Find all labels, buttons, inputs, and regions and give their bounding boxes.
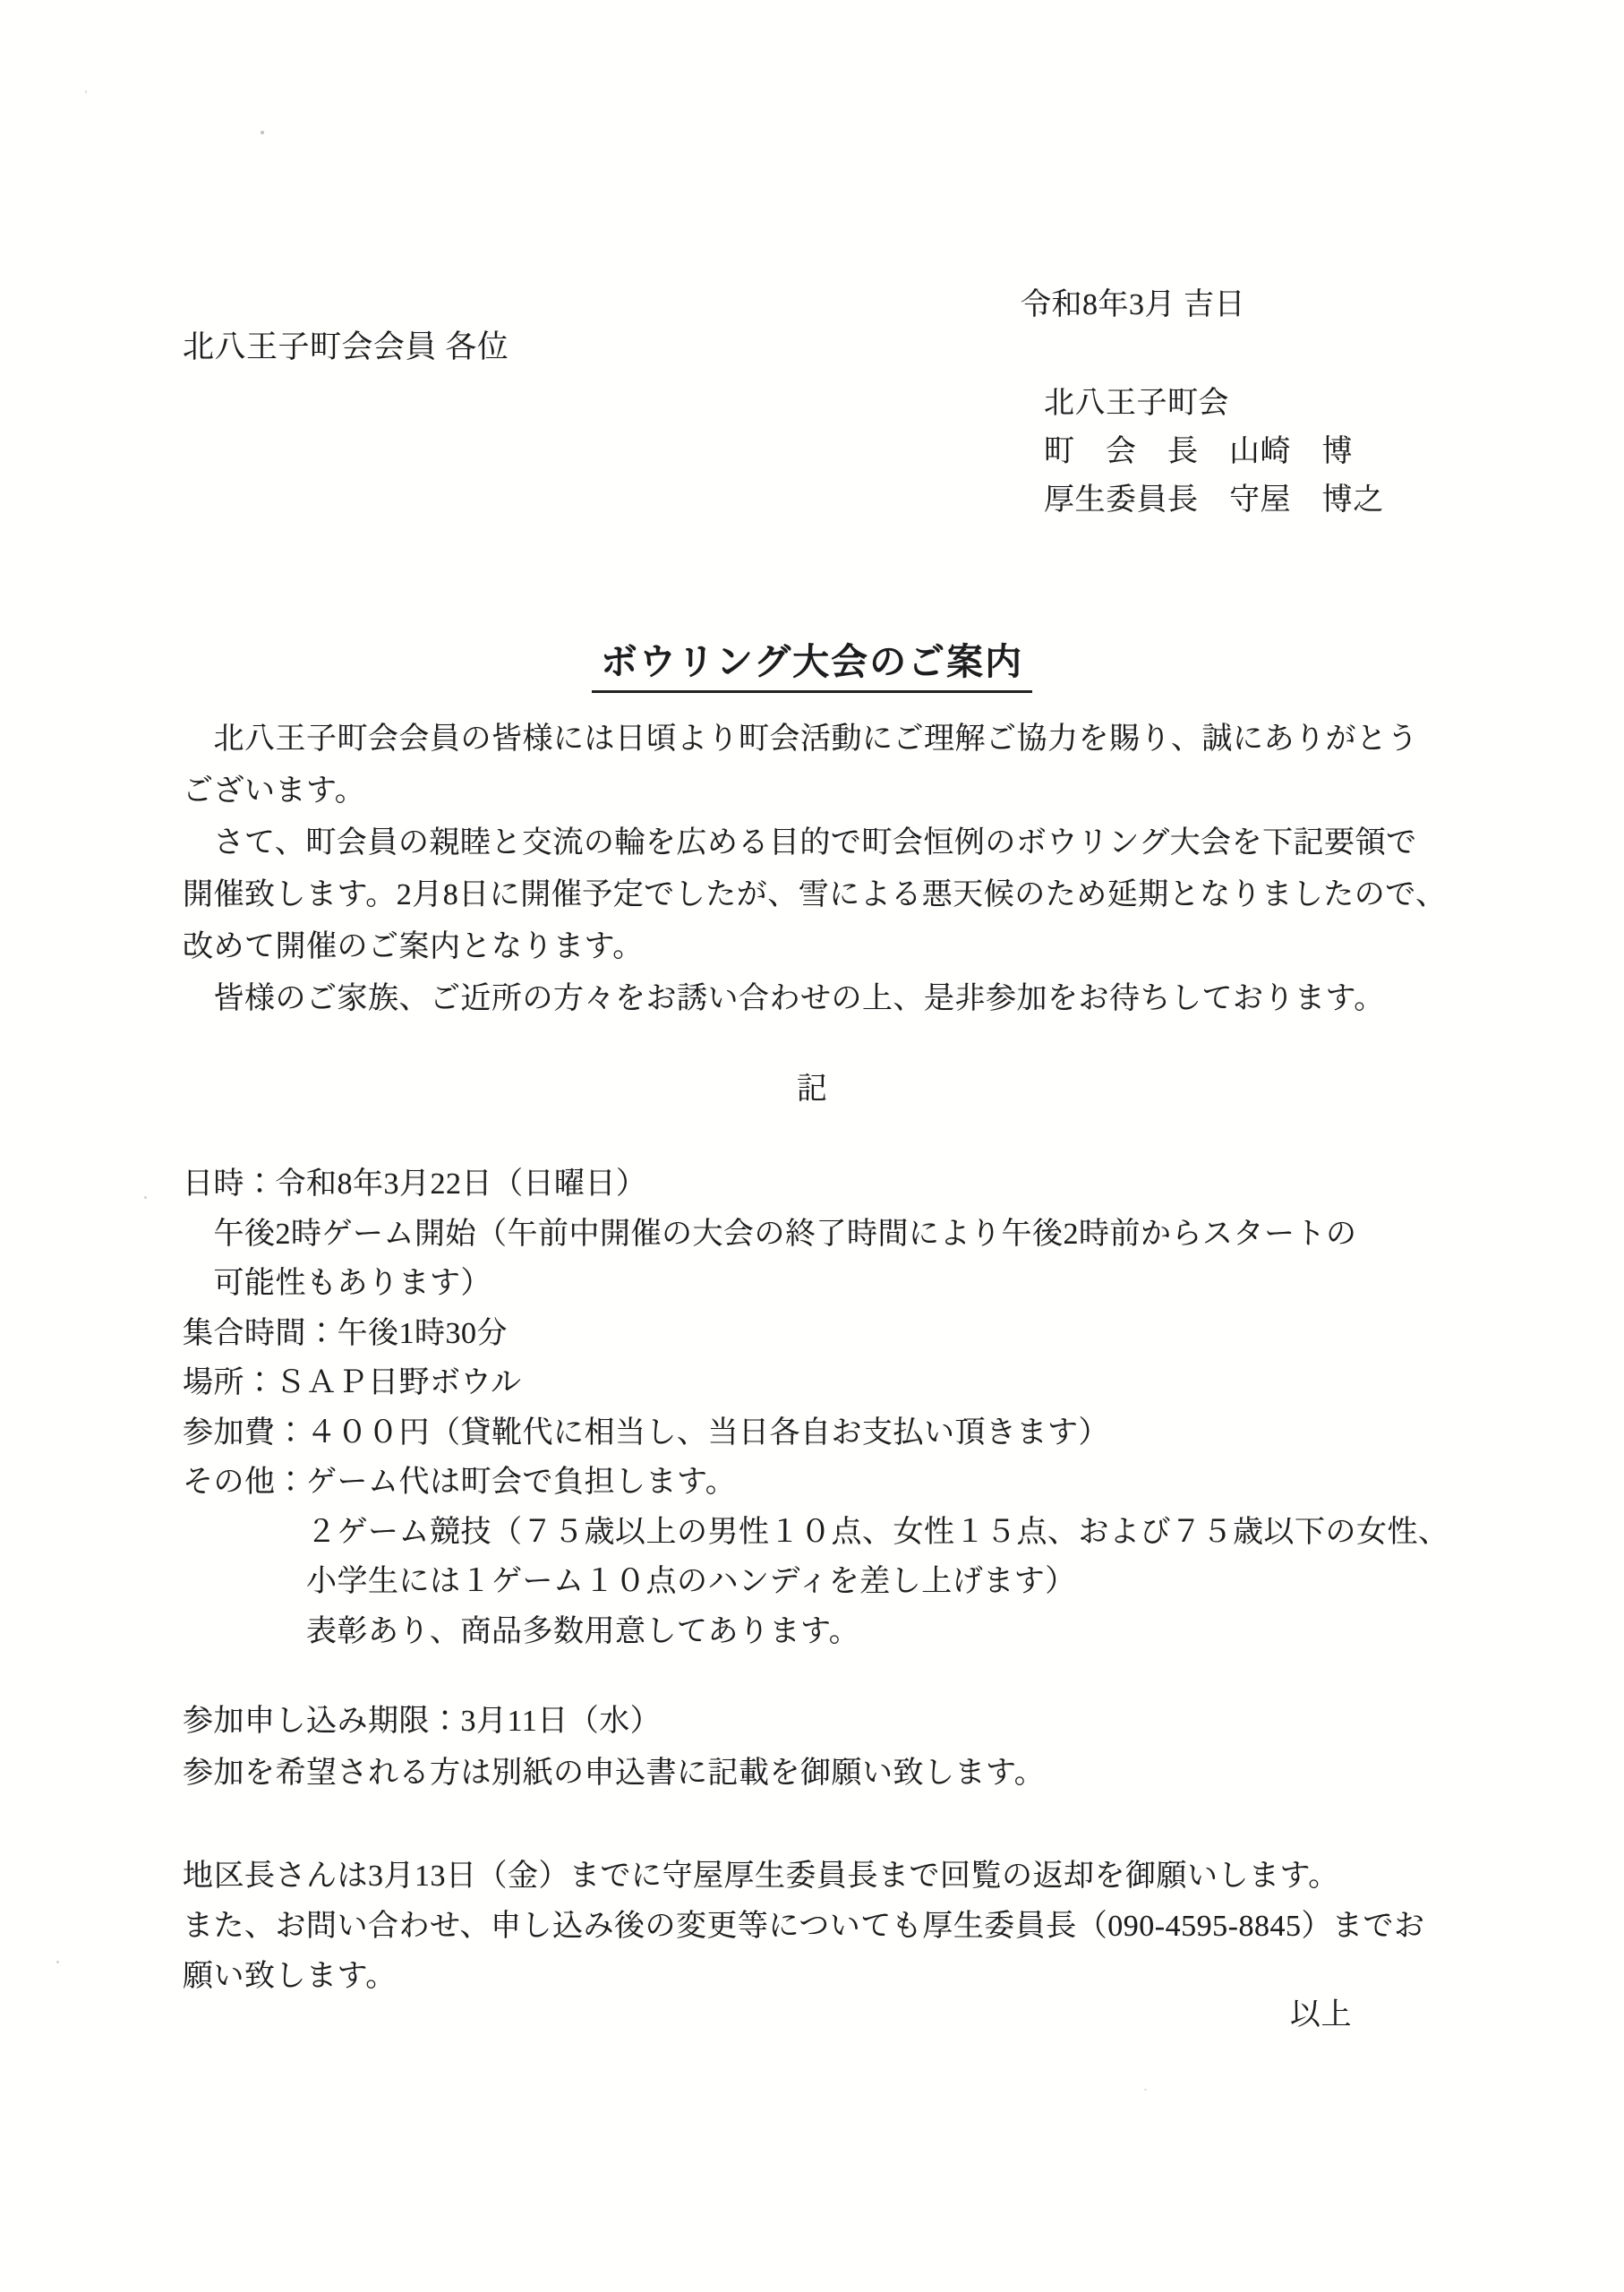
detail-handicap-line-cont: 小学生には１ゲーム１０点のハンディを差し上げます） [183, 1565, 1076, 1598]
detail-other-line: その他：ゲーム代は町会で負担します。 [183, 1466, 737, 1499]
sender-welfare-chief: 厚生委員長 守屋 博之 [1044, 483, 1384, 517]
greeting-line: 皆様のご家族、ご近所の方々をお誘い合わせの上、是非参加をお待ちしております。 [183, 982, 1385, 1015]
application-note-line: 参加を希望される方は別紙の申込書に記載を御願い致します。 [183, 1757, 1046, 1790]
document-title: ボウリング大会のご案内 [592, 632, 1032, 693]
scan-speck [144, 1196, 147, 1199]
detail-start-line: 午後2時ゲーム開始（午前中開催の大会の終了時間により午後2時前からスタートの [183, 1217, 1357, 1251]
closing-line: また、お問い合わせ、申し込み後の変更等についても厚生委員長（090-4595-8845）までお [183, 1910, 1425, 1943]
event-details [183, 1159, 1449, 1656]
scan-speck [56, 1961, 59, 1963]
notice-marker: 記 [797, 1073, 827, 1106]
document-date: 令和8年3月 吉日 [1021, 288, 1245, 321]
sender-organization: 北八王子町会 [1044, 387, 1229, 420]
greeting-line: 開催致します。2月8日に開催予定でしたが、雪による悪天候のため延期となりましたので、 [183, 878, 1447, 911]
sender-block [1044, 380, 1384, 525]
detail-handicap-line: ２ゲーム競技（７５歳以上の男性１０点、女性１５点、および７５歳以下の女性、 [183, 1515, 1449, 1549]
notice-marker-row [0, 1064, 1624, 1108]
greeting-line: さて、町会員の親睦と交流の輪を広める目的で町会恒例のボウリング大会を下記要領で [183, 826, 1417, 860]
greeting-line: ございます。 [183, 774, 366, 808]
recipient-line: 北八王子町会会員 各位 [183, 329, 509, 364]
detail-fee-line: 参加費：４００円（貸靴代に相当し、当日各自お支払い頂きます） [183, 1415, 1109, 1450]
scan-speck [85, 90, 87, 93]
detail-prizes-line: 表彰あり、商品多数用意してあります。 [183, 1614, 860, 1648]
scan-speck [1144, 2089, 1147, 2091]
application-deadline-line: 参加申し込み期限：3月11日（水） [183, 1705, 662, 1738]
scan-speck [261, 131, 264, 134]
detail-meeting-time-line: 集合時間：午後1時30分 [183, 1316, 508, 1350]
detail-start-line-cont: 可能性もあります） [183, 1267, 491, 1300]
greeting-paragraphs [183, 714, 1447, 1025]
greeting-line: 北八王子町会会員の皆様には日頃より町会活動にご理解ご協力を賜り、誠にありがとう [183, 723, 1418, 756]
closing-line: 地区長さんは3月13日（金）までに守屋厚生委員長まで回覧の返却を御願いします。 [183, 1860, 1339, 1893]
closing-line: 願い致します。 [183, 1960, 397, 1993]
sender-chairman: 町 会 長 山崎 博 [1044, 435, 1353, 468]
closing-word: 以上 [1290, 1998, 1352, 2031]
greeting-line: 改めて開催のご案内となります。 [183, 930, 644, 963]
title-row [0, 632, 1624, 693]
detail-date-line: 日時：令和8年3月22日（日曜日） [183, 1167, 647, 1201]
detail-place-line: 場所：ＳＡＰ日野ボウル [183, 1366, 522, 1399]
closing-paragraph [183, 1852, 1424, 2002]
